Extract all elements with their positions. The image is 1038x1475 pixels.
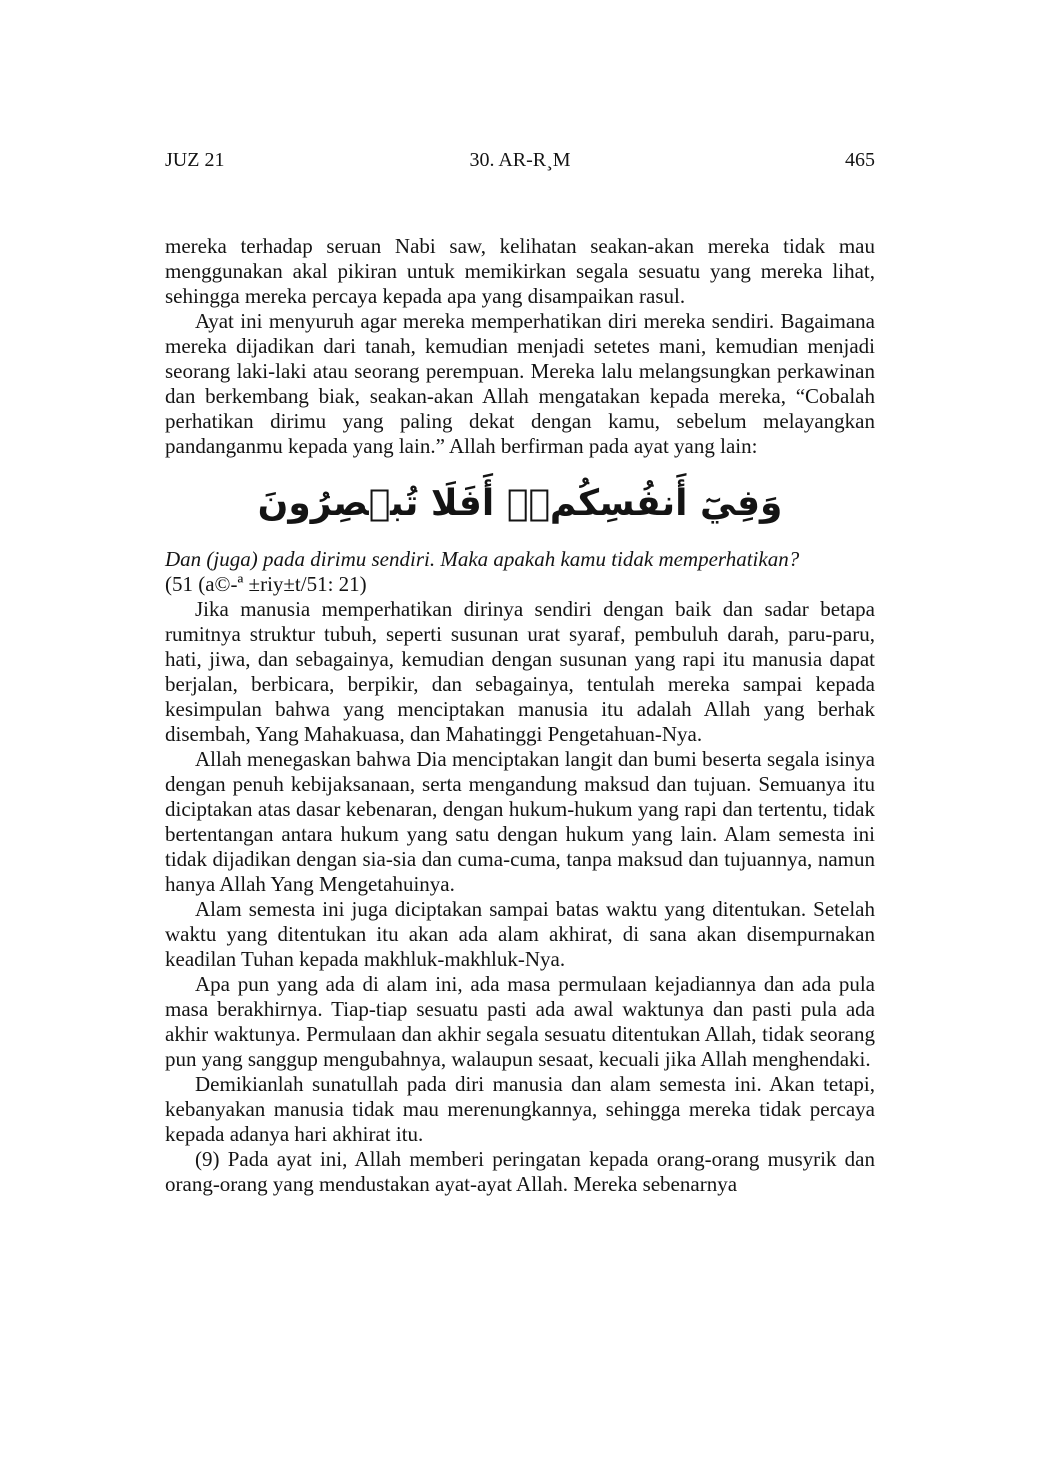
paragraph: Ayat ini menyuruh agar mereka memperhatikan diri mereka sendiri. Bagaimana mereka dijadikan dari tanah, kemudian menjadi setetes mani, kemudian menjadi seorang laki-laki atau seorang perempuan. Mereka lalu melangsungkan perkawinan dan berkembang biak, seakan-akan Allah mengatakan kepada mereka, “Cobalah perhatikan dirimu yang paling dekat dengan kamu, sebelum melayangkan pandanganmu kepada yang lain.” Allah berfirman pada ayat yang lain: xyxy=(165,309,875,458)
paragraph: mereka terhadap seruan Nabi saw, kelihatan seakan-akan mereka tidak mau menggunakan akal pikiran untuk memikirkan segala sesuatu yang mereka lihat, sehingga mereka percaya kepada apa yang disampaikan rasul. xyxy=(165,234,875,308)
verse-reference: (51 (a©-ª ±riy±t/51: 21) xyxy=(165,572,367,596)
paragraph: Apa pun yang ada di alam ini, ada masa permulaan kejadiannya dan ada pula masa berakhirnya. Tiap-tiap sesuatu pasti ada awal waktunya dan pasti pula ada akhir waktunya. Permulaan dan akhir segala sesuatu ditentukan Allah, tidak seorang pun yang sanggup mengubahnya, walaupun sesaat, kecuali jika Allah menghendaki. xyxy=(165,972,875,1071)
surah-title: 30. AR-R¸M xyxy=(469,149,571,171)
paragraph: Alam semesta ini juga diciptakan sampai batas waktu yang ditentukan. Setelah waktu yang ditentukan itu akan ada alam akhirat, di sana akan disempurnakan keadilan Tuhan kepada makhluk-makhluk-Nya. xyxy=(165,897,875,971)
paragraph: Allah menegaskan bahwa Dia menciptakan langit dan bumi beserta segala isinya dengan penuh kebijaksanaan, serta mengandung maksud dan tujuan. Semuanya itu diciptakan atas dasar kebenaran, dengan hukum-hukum yang rapi dan tertentu, tidak bertentangan antara hukum yang satu dengan hukum yang lain. Alam semesta ini tidak dijadikan dengan sia-sia dan cuma-cuma, tanpa maksud dan tujuannya, namun hanya Allah Yang Mengetahuinya. xyxy=(165,747,875,896)
paragraph: Demikianlah sunatullah pada diri manusia dan alam semesta ini. Akan tetapi, kebanyakan manusia tidak mau merenungkannya, sehingga mereka tidak percaya kepada adanya hari akhirat itu. xyxy=(165,1072,875,1146)
paragraph: Jika manusia memperhatikan dirinya sendiri dengan baik dan sadar betapa rumitnya struktur tubuh, seperti susunan urat syaraf, pembuluh darah, paru-paru, hati, jiwa, dan sebagainya, kemudian dengan susunan yang rapi itu manusia dapat berjalan, berbicara, berpikir, dan sebagainya, tentulah mereka sampai kepada kesimpulan bahwa yang menciptakan manusia itu adalah Allah yang berhak disembah, Yang Mahakuasa, dan Mahatinggi Pengetahuan-Nya. xyxy=(165,597,875,746)
paragraph: (9) Pada ayat ini, Allah memberi peringatan kepada orang-orang musyrik dan orang-orang yang mendustakan ayat-ayat Allah. Mereka sebenarnya xyxy=(165,1147,875,1196)
arabic-verse: وَفِيٓ أَنفُسِكُمۡۚ أَفَلَا تُبۡصِرُونَ xyxy=(257,483,783,524)
book-page xyxy=(165,0,875,1475)
page-body xyxy=(165,234,875,1197)
page-number: 465 xyxy=(845,149,875,171)
running-header xyxy=(165,146,875,174)
verse-translation: Dan (juga) pada dirimu sendiri. Maka apakah kamu tidak memperhatikan? xyxy=(165,547,800,571)
juz-label: JUZ 21 xyxy=(165,149,225,171)
